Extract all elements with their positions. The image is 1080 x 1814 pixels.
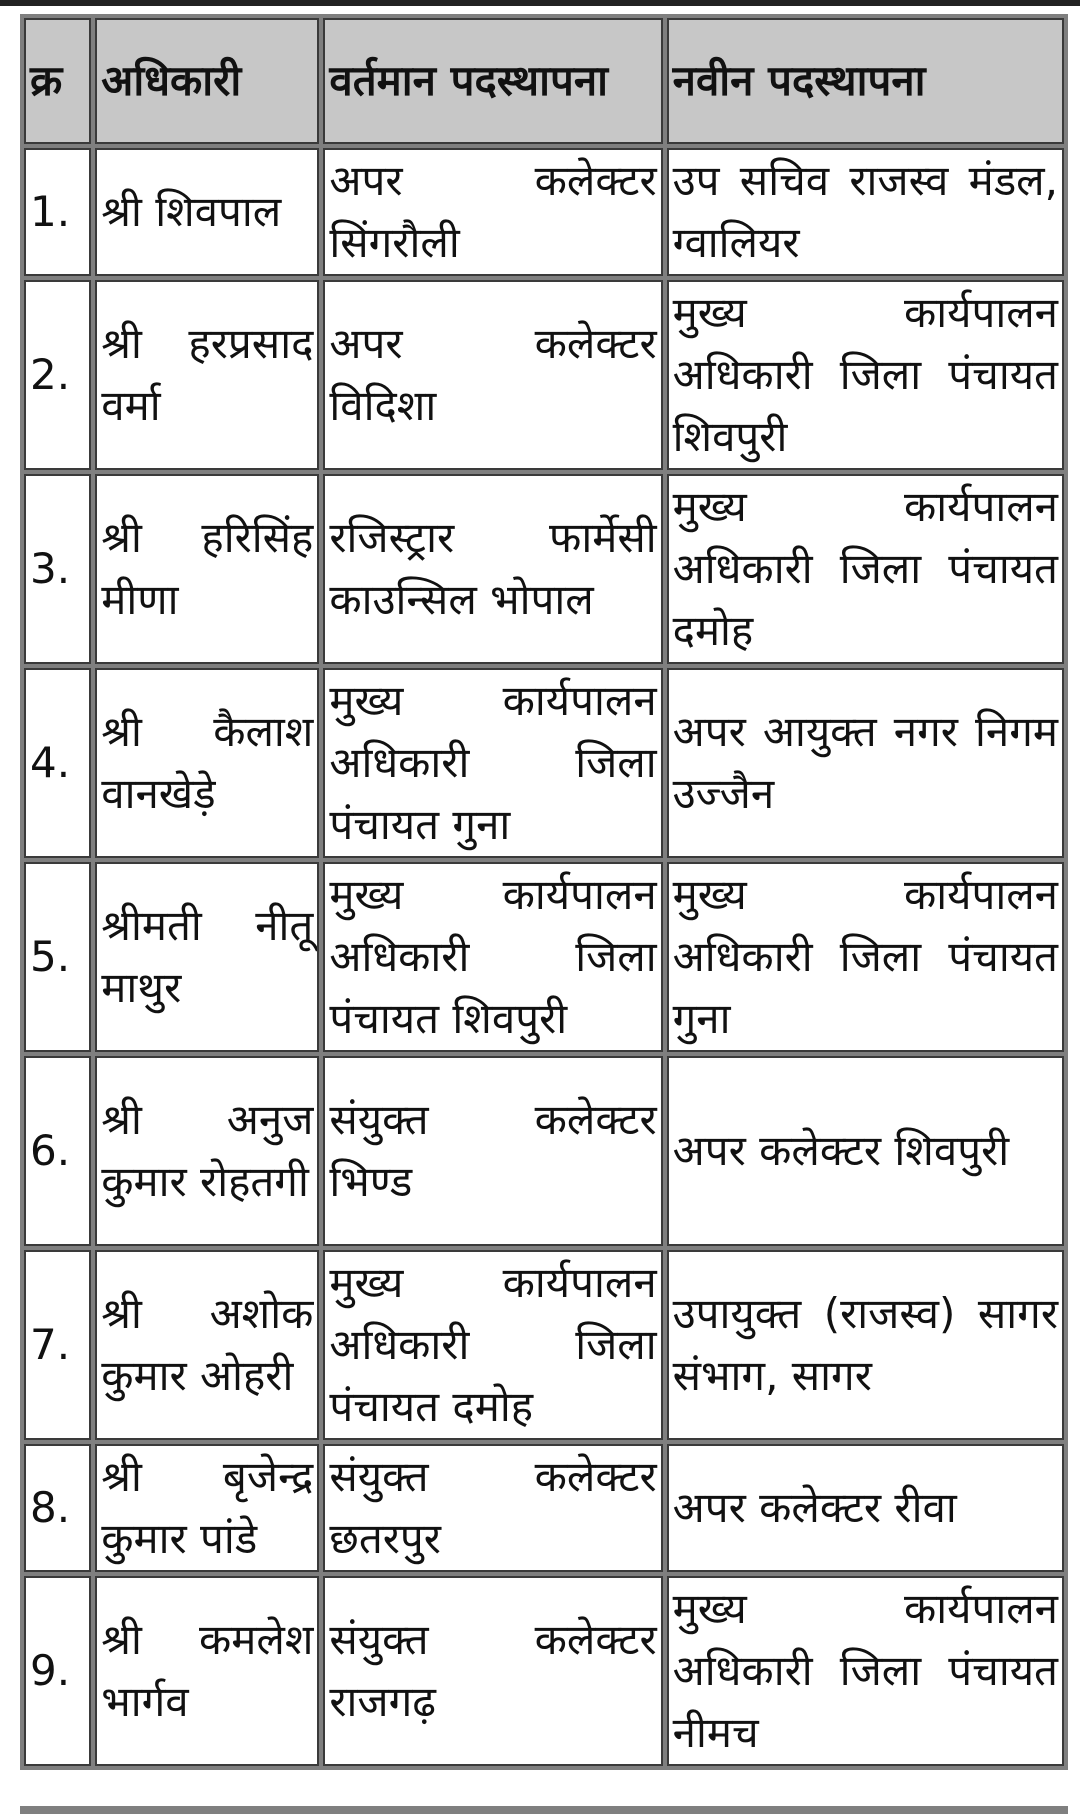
header-current-posting: वर्तमान पदस्थापना bbox=[323, 18, 662, 144]
cell-no: 5. bbox=[24, 862, 91, 1052]
table-row bbox=[24, 474, 1064, 664]
cell-current-posting: मुख्य कार्यपालन अधिकारी जिला पंचायत शिवपुरी bbox=[323, 862, 662, 1052]
cell-officer: श्री कमलेश भार्गव bbox=[95, 1576, 319, 1766]
table-row bbox=[24, 148, 1064, 276]
table-row bbox=[24, 1250, 1064, 1440]
header-new-posting: नवीन पदस्थापना bbox=[667, 18, 1064, 144]
transfer-table bbox=[20, 14, 1068, 1770]
cell-no: 2. bbox=[24, 280, 91, 470]
cell-officer: श्री कैलाश वानखेड़े bbox=[95, 668, 319, 858]
cell-current-posting: संयुक्त कलेक्टर छतरपुर bbox=[323, 1444, 662, 1572]
cell-current-posting: संयुक्त कलेक्टर भिण्ड bbox=[323, 1056, 662, 1246]
next-row-edge bbox=[20, 1806, 1068, 1814]
cell-new-posting: मुख्य कार्यपालन अधिकारी जिला पंचायत नीमच bbox=[667, 1576, 1064, 1766]
cell-no: 3. bbox=[24, 474, 91, 664]
header-officer: अधिकारी bbox=[95, 18, 319, 144]
cell-new-posting: अपर कलेक्टर शिवपुरी bbox=[667, 1056, 1064, 1246]
cell-new-posting: उपायुक्त (राजस्व) सागर संभाग, सागर bbox=[667, 1250, 1064, 1440]
cell-officer: श्री शिवपाल bbox=[95, 148, 319, 276]
cell-new-posting: उप सचिव राजस्व मंडल, ग्वालियर bbox=[667, 148, 1064, 276]
cell-current-posting: मुख्य कार्यपालन अधिकारी जिला पंचायत गुना bbox=[323, 668, 662, 858]
table-row bbox=[24, 862, 1064, 1052]
cell-no: 7. bbox=[24, 1250, 91, 1440]
table-row bbox=[24, 1444, 1064, 1572]
cell-officer: श्रीमती नीतू माथुर bbox=[95, 862, 319, 1052]
cell-current-posting: रजिस्ट्रार फार्मेसी काउन्सिल भोपाल bbox=[323, 474, 662, 664]
cell-no: 4. bbox=[24, 668, 91, 858]
table-row bbox=[24, 1576, 1064, 1766]
cell-current-posting: संयुक्त कलेक्टर राजगढ़ bbox=[323, 1576, 662, 1766]
cell-no: 6. bbox=[24, 1056, 91, 1246]
header-no: क्र bbox=[24, 18, 91, 144]
cell-new-posting: अपर आयुक्त नगर निगम उज्जैन bbox=[667, 668, 1064, 858]
table-row bbox=[24, 280, 1064, 470]
cell-current-posting: अपर कलेक्टर विदिशा bbox=[323, 280, 662, 470]
cell-new-posting: मुख्य कार्यपालन अधिकारी जिला पंचायत दमोह bbox=[667, 474, 1064, 664]
cell-no: 8. bbox=[24, 1444, 91, 1572]
cell-officer: श्री बृजेन्द्र कुमार पांडे bbox=[95, 1444, 319, 1572]
table-row bbox=[24, 1056, 1064, 1246]
cell-new-posting: मुख्य कार्यपालन अधिकारी जिला पंचायत शिवपुरी bbox=[667, 280, 1064, 470]
cell-current-posting: अपर कलेक्टर सिंगरौली bbox=[323, 148, 662, 276]
top-border-line bbox=[0, 0, 1080, 6]
cell-new-posting: अपर कलेक्टर रीवा bbox=[667, 1444, 1064, 1572]
cell-officer: श्री अशोक कुमार ओहरी bbox=[95, 1250, 319, 1440]
cell-officer: श्री हरिसिंह मीणा bbox=[95, 474, 319, 664]
cell-new-posting: मुख्य कार्यपालन अधिकारी जिला पंचायत गुना bbox=[667, 862, 1064, 1052]
cell-no: 9. bbox=[24, 1576, 91, 1766]
cell-current-posting: मुख्य कार्यपालन अधिकारी जिला पंचायत दमोह bbox=[323, 1250, 662, 1440]
cell-no: 1. bbox=[24, 148, 91, 276]
header-row bbox=[24, 18, 1064, 144]
cell-officer: श्री अनुज कुमार रोहतगी bbox=[95, 1056, 319, 1246]
table-row bbox=[24, 668, 1064, 858]
cell-officer: श्री हरप्रसाद वर्मा bbox=[95, 280, 319, 470]
